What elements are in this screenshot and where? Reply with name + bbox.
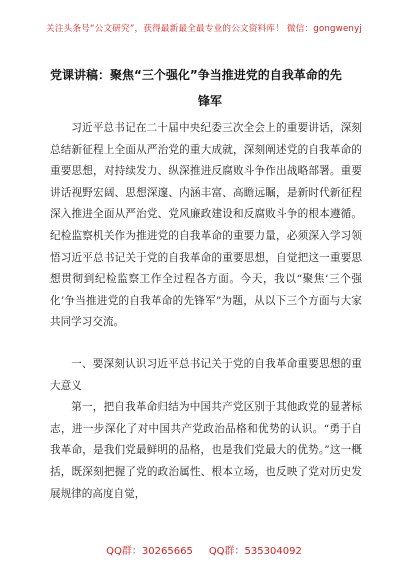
paragraph-intro: 习近平总书记在二十届中央纪委三次全会上的重要讲话，深刻总结新征程上全面从严治党的重大成就，深刻阐述党的自我革命的重要思想，对持续发力、纵深推进反腐败斗争作出战略部署。重要讲话视野宏阔、思想深邃、内涵丰富、高瞻远瞩，是新时代新征程深入推进全面从严治党、党风廉政建设和反腐败斗争的根本遵循。纪检监察机关作为推进党的自我革命的重要力量，必须深入学习领悟习近平总书记关于党的自我革命的重要思想，自觉把这一重要思想贯彻到纪检监察工作全过程各方面。今天，我以“聚焦‘三个强化’争当推进党的自我革命的先锋军”为题，从以下三个方面与大家共同学习交流。 (50, 122, 362, 329)
title-line-2: 锋军 (197, 94, 222, 108)
document-title (50, 62, 370, 114)
paragraph-first-point: 第一，把自我革命归结为中国共产党区别于其他政党的显著标志，进一步深化了对中国共产党政治品格和优势的认识。“勇于自我革命，是我们党最鲜明的品格，也是我们党最大的优势。”这一概括，既深刻把握了党的政治属性、根本立场，也反映了党对历史发展规律的高度自觉， (50, 401, 362, 500)
section-heading: 一、要深刻认识习近平总书记关于党的自我革命重要思想的重大意义 (50, 357, 362, 392)
header-notice: 关注头条号“公文研究”，获得最新最全最专业的公文资料库！ 微信：gongwenyj (46, 24, 362, 34)
footer-qq-group-2: QQ群：535304092 (208, 546, 302, 557)
document-body (50, 118, 362, 505)
title-line-1: 党课讲稿：聚焦“三个强化”争当推进党的自我革命的先 (50, 68, 342, 82)
footer-qq-group-1: QQ群：30265665 (106, 546, 193, 557)
footer-contacts (0, 542, 408, 557)
